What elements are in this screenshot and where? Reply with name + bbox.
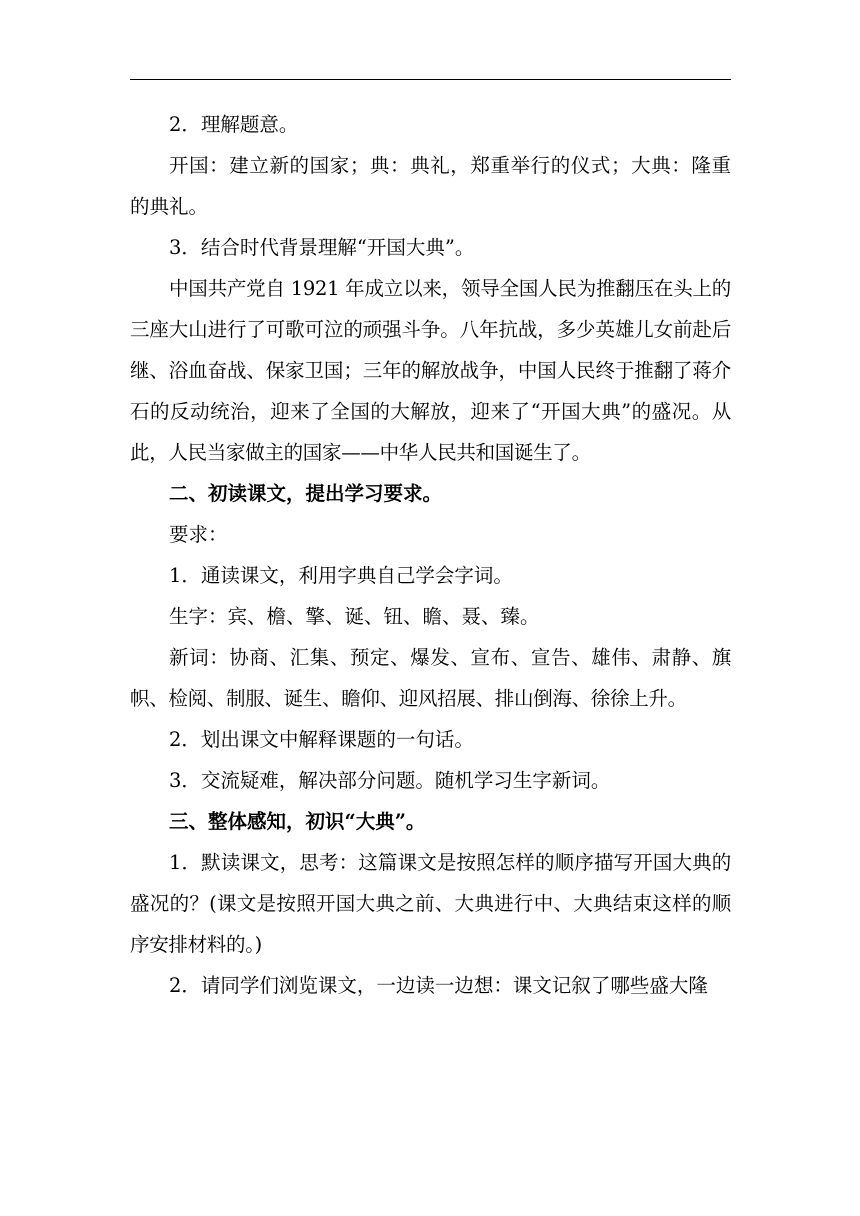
document-body — [130, 104, 731, 1006]
paragraph-4: 中国共产党自 1921 年成立以来，领导全国人民为推翻压在头上的三座大山进行了可歌可泣的顽强斗争。八年抗战，多少英雄儿女前赴后继、浴血奋战、保家卫国；三年的解放战争，中国人民终于推翻了蒋介石的反动统治，迎来了全国的大解放，迎来了“开国大典”的盛况。从此，人民当家做主的国家——中华人民共和国诞生了。 — [130, 277, 731, 464]
paragraph-2: 开国：建立新的国家；典：典礼，郑重举行的仪式；大典：隆重的典礼。 — [130, 154, 731, 218]
paragraph-14: 2．请同学们浏览课文，一边读一边想：课文记叙了哪些盛大隆 — [169, 974, 708, 997]
section-heading-3: 三、整体感知，初识“大典”。 — [169, 810, 426, 833]
paragraph-13: 1．默读课文，思考：这篇课文是按照怎样的顺序描写开国大典的盛况的？(课文是按照开国大典之前、大典进行中、大典结束这样的顺序安排材料的。) — [130, 851, 731, 956]
paragraph-10: 2．划出课文中解释课题的一句话。 — [169, 728, 474, 751]
paragraph-6: 要求： — [169, 523, 228, 546]
paragraph-7: 1．通读课文，利用字典自己学会字词。 — [169, 564, 513, 587]
paragraph-11: 3．交流疑难，解决部分问题。随机学习生字新词。 — [169, 769, 611, 792]
paragraph-3: 3．结合时代背景理解“开国大典”。 — [169, 236, 475, 259]
paragraph-8: 生字：宾、檐、擎、诞、钮、瞻、聂、臻。 — [169, 605, 540, 628]
paragraph-1: 2．理解题意。 — [169, 113, 299, 136]
section-heading-2: 二、初读课文，提出学习要求。 — [169, 482, 443, 505]
header-rule — [130, 79, 731, 80]
paragraph-9: 新词：协商、汇集、预定、爆发、宣布、宣告、雄伟、肃静、旗帜、检阅、制服、诞生、瞻仰、迎风招展、排山倒海、徐徐上升。 — [130, 646, 731, 710]
